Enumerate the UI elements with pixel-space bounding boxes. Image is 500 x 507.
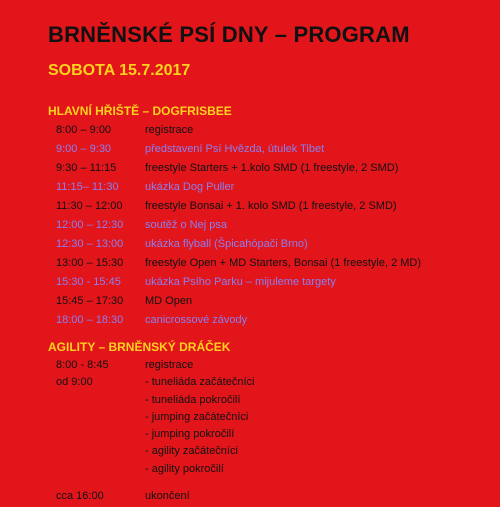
main-field-schedule bbox=[0, 122, 500, 331]
agility-description: - tuneliáda pokročilí bbox=[145, 393, 241, 406]
section-heading-main-field: HLAVNÍ HŘIŠTĚ – DOGFRISBEE bbox=[48, 104, 232, 118]
schedule-row bbox=[0, 274, 500, 293]
event-date: SOBOTA 15.7.2017 bbox=[48, 62, 191, 79]
schedule-description: freestyle Bonsai + 1. kolo SMD (1 freestyle, 2 SMD) bbox=[145, 200, 397, 212]
schedule-row bbox=[0, 217, 500, 236]
agility-row bbox=[0, 375, 500, 392]
schedule-row bbox=[0, 198, 500, 217]
schedule-time: 15:45 – 17:30 bbox=[56, 295, 124, 307]
schedule-row bbox=[0, 141, 500, 160]
schedule-description: registrace bbox=[145, 124, 194, 136]
schedule-row bbox=[0, 255, 500, 274]
agility-time: od 9:00 bbox=[56, 376, 93, 389]
agility-description: registrace bbox=[145, 359, 194, 371]
agility-row bbox=[0, 410, 500, 427]
page-title: BRNĚNSKÉ PSÍ DNY – PROGRAM bbox=[48, 22, 410, 47]
schedule-description: MD Open bbox=[145, 295, 193, 307]
schedule-time: 12:30 – 13:00 bbox=[56, 238, 124, 250]
agility-description: - agility pokročilí bbox=[145, 462, 224, 475]
schedule-row bbox=[0, 179, 500, 198]
agility-row bbox=[0, 444, 500, 461]
schedule-row bbox=[0, 122, 500, 141]
agility-row bbox=[0, 358, 500, 375]
agility-description: - agility začátečníci bbox=[145, 445, 238, 458]
agility-row bbox=[0, 427, 500, 444]
schedule-description: soutěž o Nej psa bbox=[145, 219, 227, 231]
section-heading-agility: AGILITY – BRNĚNSKÝ DRÁČEK bbox=[48, 340, 231, 354]
agility-description: - tuneliáda začátečníci bbox=[145, 376, 255, 389]
schedule-description: ukázka flyball (Špicahópači Brno) bbox=[145, 238, 308, 250]
schedule-row bbox=[0, 312, 500, 331]
schedule-time: 12:00 – 12:30 bbox=[56, 219, 124, 231]
agility-schedule bbox=[0, 358, 500, 506]
schedule-row bbox=[0, 160, 500, 179]
agility-description: - jumping pokročilí bbox=[145, 428, 235, 441]
schedule-description: freestyle Open + MD Starters, Bonsai (1 freestyle, 2 MD) bbox=[145, 257, 422, 269]
agility-time: 8:00 - 8:45 bbox=[56, 359, 109, 371]
schedule-time: 18:00 – 18:30 bbox=[56, 314, 124, 326]
schedule-time: 9:30 – 11:15 bbox=[56, 162, 117, 174]
schedule-description: ukázka Psího Parku – mijuleme targety bbox=[145, 276, 336, 288]
schedule-time: 15:30 - 15:45 bbox=[56, 276, 121, 288]
schedule-description: ukázka Dog Puller bbox=[145, 181, 235, 193]
schedule-row bbox=[0, 293, 500, 312]
schedule-time: 9:00 – 9:30 bbox=[56, 143, 112, 155]
schedule-time: 11:30 – 12:00 bbox=[56, 200, 123, 212]
agility-description: - jumping začátečníci bbox=[145, 410, 249, 423]
agility-time: cca 16:00 bbox=[56, 490, 104, 503]
agility-row bbox=[0, 462, 500, 479]
agility-row bbox=[0, 393, 500, 410]
schedule-description: představení Psí Hvězda, útulek Tibet bbox=[145, 143, 325, 155]
schedule-time: 13:00 – 15:30 bbox=[56, 257, 124, 269]
agility-description: ukončení bbox=[145, 490, 190, 503]
agility-row bbox=[0, 489, 500, 506]
schedule-row bbox=[0, 236, 500, 255]
schedule-description: canicrossové závody bbox=[145, 314, 248, 326]
schedule-description: freestyle Starters + 1.kolo SMD (1 freestyle, 2 SMD) bbox=[145, 162, 399, 174]
schedule-time: 8:00 – 9:00 bbox=[56, 124, 112, 136]
schedule-time: 11:15– 11:30 bbox=[56, 181, 119, 193]
